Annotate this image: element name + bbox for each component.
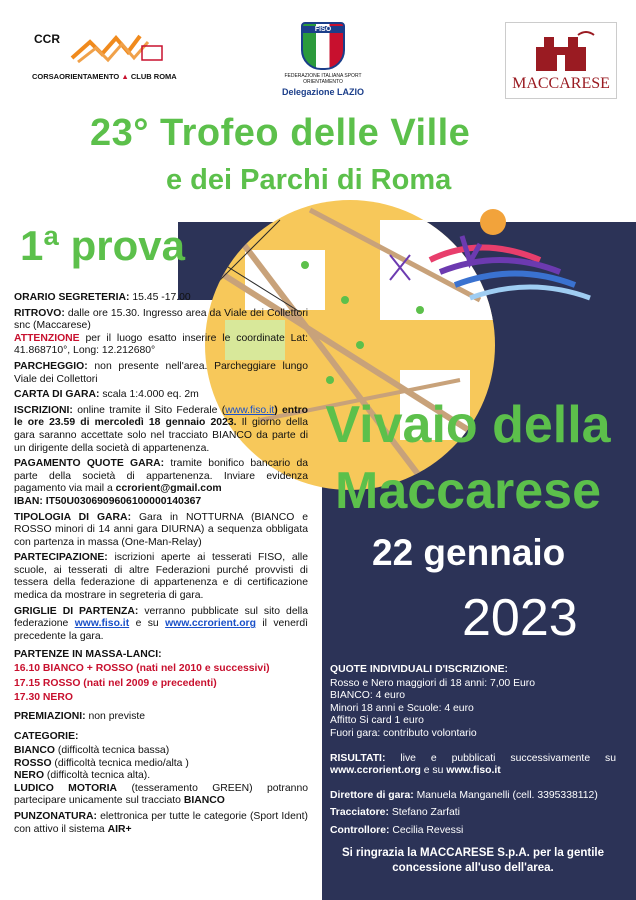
ccr-logo: CCR CORSAORIENTAMENTO ▲ CLUB ROMA [22,22,172,92]
ccr-acronym: CCR [34,32,60,46]
info-column [14,292,308,839]
runner-icon [68,28,164,66]
iscrizioni-row: ISCRIZIONI: online tramite il Sito Federale (www.fiso.it) entro le ore 23.59 di mercoledì 18 gennaio 2023. Il giorno della gara saranno accettate solo nel tracciato BIANCO da parte di un dirigente della società di appartenenza. [14,404,309,454]
title-line1: 23° Trofeo delle Ville [90,112,471,154]
email-link[interactable]: ccrorient@gmail.com [115,483,222,495]
ritrovo-row: RITROVO: dalle ore 15.30. Ingresso area da Viale dei Collettori snc (Maccarese) [14,307,308,332]
fiso-link-2[interactable]: www.fiso.it [74,618,130,630]
event-date: 22 gennaio [372,532,566,573]
cat-nero: NERO (difficoltà tecnica alta). [14,770,151,782]
parcheggio-row: PARCHEGGIO: non presente nell'area. Parcheggiare lungo Viale dei Collettori [14,360,308,385]
griglie-row: GRIGLIE DI PARTENZA: verranno pubblicate sul sito della federazione www.fiso.it e su www.ccrorient.org il venerdì precedente la gara. [14,605,308,642]
fiso-shield-icon [301,22,345,70]
title-line2: e dei Parchi di Roma [166,164,452,196]
tracciatore-row: Tracciatore: Stefano Zarfati [330,807,460,819]
prova-label: 1ª prova [20,222,185,269]
categorie-label: CATEGORIE: [14,731,79,743]
orario-row: ORARIO SEGRETERIA: 15.45 -17.00 [14,292,191,303]
quote-item: BIANCO: 4 euro [330,690,406,702]
fiso-federation: FEDERAZIONE ITALIANA SPORT ORIENTAMENTO [284,73,362,85]
iban-row: IBAN: IT50U0306909606100000140367 [14,495,202,507]
partenza-2: 17.15 ROSSO (nati nel 2009 e precedenti) [14,677,217,689]
quote-item: Affitto Si card 1 euro [330,715,424,727]
premiazioni-row: PREMIAZIONI: non previste [14,710,146,722]
cat-ludico: LUDICO MOTORIA (tesseramento GREEN) potranno partecipare unicamente sul tracciato BIANCO [14,782,308,807]
ccr-suffix: CLUB ROMA [130,72,177,81]
thanks-note: Si ringrazia la MACCARESE S.p.A. per la gentile concessione all'uso dell'area. [341,847,604,874]
fiso-logo [280,22,366,100]
ccrorient-results-link[interactable]: www.ccrorient.org [330,765,421,777]
quote-panel [330,664,616,841]
venue-title: Vivaio della Maccarese [325,396,611,520]
cat-bianco: BIANCO (difficoltà tecnica bassa) [14,745,170,756]
event-year: 2023 [462,589,578,647]
fiso-results-link[interactable]: www.fiso.it [446,765,501,777]
controllore-row: Controllore: Cecilia Revessi [330,824,464,836]
fiso-link[interactable]: www.fiso.it [225,404,275,416]
ccr-name: CORSAORIENTAMENTO [32,72,120,81]
quote-title: QUOTE INDIVIDUALI D'ISCRIZIONE: [330,664,508,675]
fiso-delegation: Delegazione LAZIO [281,87,364,97]
ccrorient-link[interactable]: www.ccrorient.org [165,618,256,630]
quote-item: Minori 18 anni e Scuole: 4 euro [330,702,474,714]
punzonatura-row: PUNZONATURA: elettronica per tutte le categorie (Sport Ident) con attivo il sistema AIR+ [14,810,308,835]
partenza-1: 16.10 BIANCO + ROSSO (nati nel 2010 e successivi) [14,663,270,675]
direttore-row: Direttore di gara: Manuela Manganelli (cell. 3395338112) [330,789,598,801]
partenza-3: 17.30 NERO [14,692,73,704]
cat-rosso: ROSSO (difficoltà tecnica medio/alta ) [14,757,189,769]
castle-icon [506,27,616,77]
quote-item: Fuori gara: contributo volontario [330,727,477,739]
fiso-label: FISO [303,26,343,33]
partecipazione-row: PARTECIPAZIONE: iscrizioni aperte ai tesserati FISO, alle scuole, ai tesserati di altre Federazioni purché provvisti di tessera della federazione di appartenenza e di certificazione medica da mostrare in segreteria di gara. [14,552,308,602]
maccarese-label: MACCARESE [512,75,610,92]
risultati-row: RISULTATI: live e pubblicati successivamente su www.ccrorient.org e su www.fiso.it [330,752,616,777]
tipologia-row: TIPOLOGIA DI GARA: Gara in NOTTURNA (BIANCO e ROSSO minori di 14 anni gara DIURNA) a sequenza obbligata con partenza in massa (One-Man-Relay) [14,511,309,548]
quote-item: Rosso e Nero maggiori di 18 anni: 7,00 Euro [330,677,536,689]
partenze-label: PARTENZE IN MASSA-LANCI: [14,649,162,661]
attenzione-row: ATTENZIONE per il luogo esatto inserire le coordinate Lat: 41.868710°, Long: 12.212680° [14,332,308,357]
maccarese-logo [505,22,617,99]
pagamento-row: PAGAMENTO QUOTE GARA: tramite bonifico bancario da parte della società di appartenenza. Inviare evidenza pagamento via mail a ccrorient@gmail.com [14,458,309,495]
carta-row: CARTA DI GARA: scala 1:4.000 eq. 2m [14,389,199,401]
